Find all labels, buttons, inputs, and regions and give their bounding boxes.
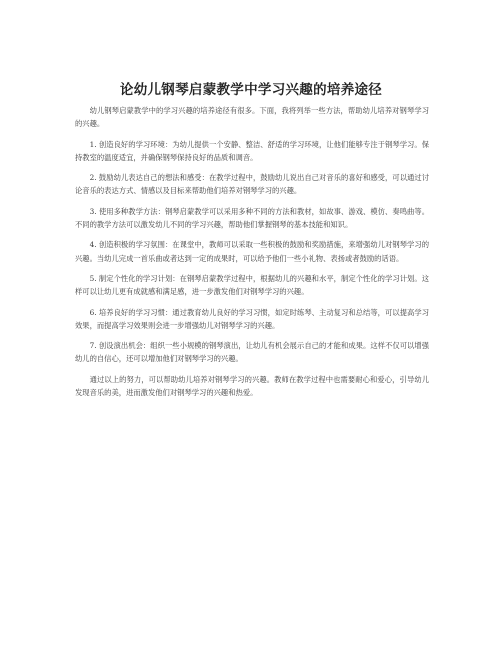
paragraph-item-7: 7. 创设演出机会：组织一些小规模的钢琴演出，让幼儿有机会展示自己的才能和成果。这样不仅可以增强幼儿的自信心，还可以增加他们对钢琴学习的兴趣。	[75, 341, 429, 364]
paragraph-item-3: 3. 使用多种教学方法：钢琴启蒙教学可以采用多种不同的方法和教材，如故事、游戏、模仿、奏鸣曲等。不同的教学方法可以激发幼儿不同的学习兴趣，帮助他们掌握钢琴的基本技能和知识。	[75, 206, 429, 230]
paragraph-item-2: 2. 鼓励幼儿表达自己的想法和感受：在教学过程中，鼓励幼儿说出自己对音乐的喜好和感受，可以通过讨论音乐的表达方式、情感以及目标来帮助他们培养对钢琴学习的兴趣。	[75, 173, 429, 196]
paragraph-intro: 幼儿钢琴启蒙教学中的学习兴趣的培养途径有很多。下面，我将列举一些方法，帮助幼儿培养对钢琴学习的兴趣。	[75, 106, 429, 129]
document-title: 论幼儿钢琴启蒙教学中学习兴趣的培养途径	[119, 82, 383, 98]
paragraph-item-4: 4. 创造积极的学习氛围：在课堂中，教师可以采取一些积极的鼓励和奖励措施，来增强幼儿对钢琴学习的兴趣。当幼儿完成一首乐曲或者达到一定的成果时，可以给予他们一些小礼物、表扬或者鼓励的话语。	[75, 240, 429, 263]
paragraph-item-5: 5. 制定个性化的学习计划：在钢琴启蒙教学过程中，根据幼儿的兴趣和水平，制定个性化的学习计划。这样可以让幼儿更有成就感和满足感，进一步激发他们对钢琴学习的兴趣。	[75, 273, 429, 297]
paragraph-item-6: 6. 培养良好的学习习惯：通过教育幼儿良好的学习习惯，如定时练琴、主动复习和总结等，可以提高学习效果，而提高学习效果则会进一步增强幼儿对钢琴学习的兴趣。	[75, 307, 429, 330]
document-body	[75, 104, 429, 406]
paragraph-conclusion: 通过以上的努力，可以帮助幼儿培养对钢琴学习的兴趣。教师在教学过程中也需要耐心和爱心，引导幼儿发现音乐的美，进而激发他们对钢琴学习的兴趣和热爱。	[75, 374, 429, 398]
paragraph-item-1: 1. 创造良好的学习环境：为幼儿提供一个安静、整洁、舒适的学习环境，让他们能够专注于钢琴学习。保持教室的温度适宜，并确保钢琴保持良好的品质和调音。	[75, 139, 429, 162]
